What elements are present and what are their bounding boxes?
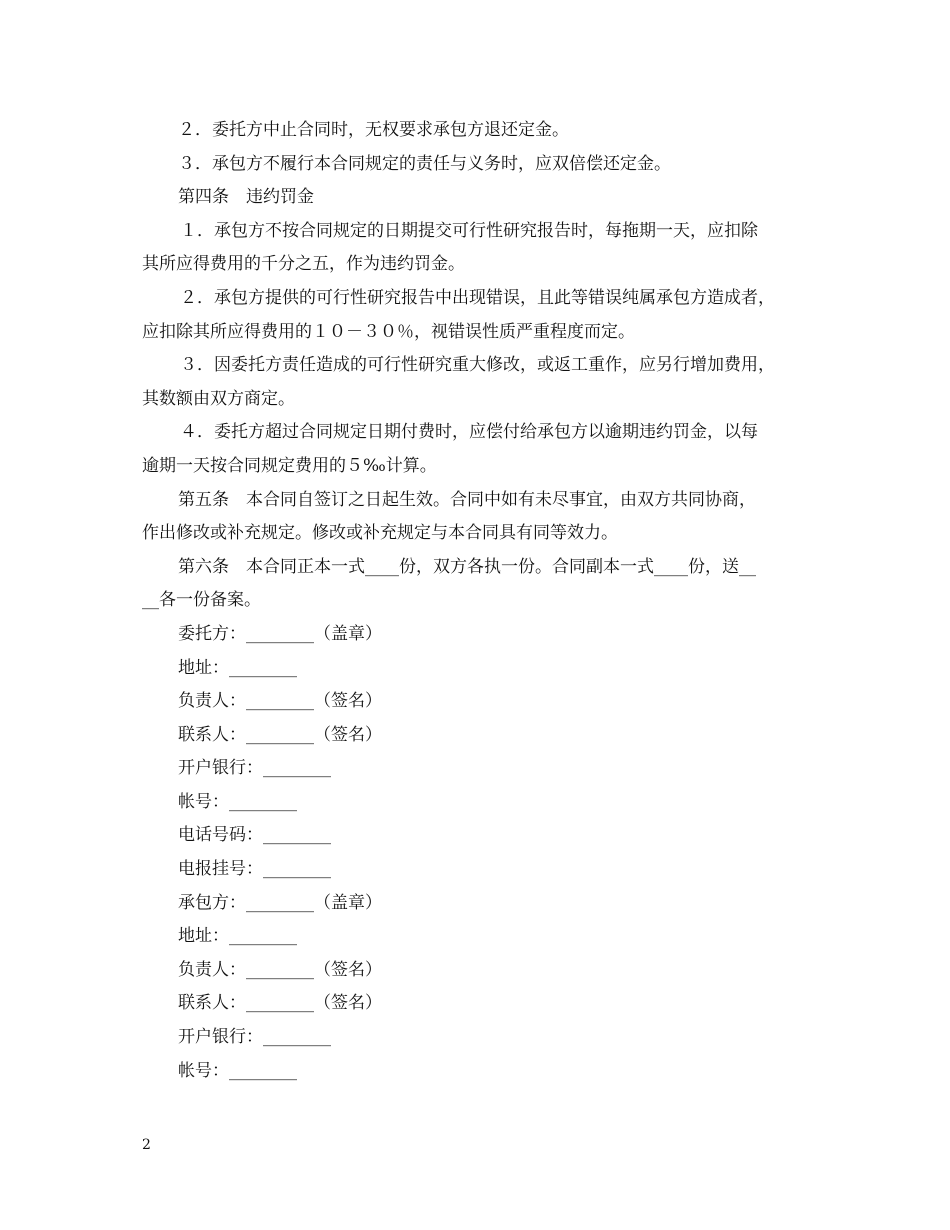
contractor-bank-field: 开户银行：________ bbox=[178, 1027, 331, 1048]
client-contact-field: 联系人：________（签名） bbox=[178, 724, 382, 745]
client-responsible-field: 负责人：________（签名） bbox=[178, 691, 382, 712]
client-bank-field: 开户银行：________ bbox=[178, 758, 331, 779]
clause-4-item-2-line-2: 应扣除其所应得费用的１０－３０％，视错误性质严重程度而定。 bbox=[142, 321, 635, 342]
clause-3-item-2: ２．委托方中止合同时，无权要求承包方退还定金。 bbox=[178, 120, 569, 140]
client-address-field: 地址：________ bbox=[178, 657, 297, 678]
clause-4-item-3-line-2: 其数额由双方商定。 bbox=[142, 388, 295, 409]
clause-4-item-2-line-1: ２．承包方提供的可行性研究报告中出现错误，且此等错误纯属承包方造成者， bbox=[180, 287, 775, 308]
contractor-address-field: 地址：________ bbox=[178, 926, 297, 947]
contractor-contact-field: 联系人：________（签名） bbox=[178, 993, 382, 1014]
page-number: 2 bbox=[142, 1137, 151, 1153]
clause-4-item-1-line-2: 其所应得费用的千分之五，作为违约罚金。 bbox=[142, 254, 465, 275]
clause-4-item-3-line-1: ３．因委托方责任造成的可行性研究重大修改，或返工重作，应另行增加费用， bbox=[180, 355, 775, 376]
client-account-field: 帐号：________ bbox=[178, 791, 297, 812]
clause-5-line-1: 第五条 本合同自签订之日起生效。合同中如有未尽事宜，由双方共同协商， bbox=[178, 489, 756, 510]
clause-6-line-1: 第六条 本合同正本一式____份，双方各执一份。合同副本一式____份，送__ bbox=[178, 556, 756, 577]
clause-4-item-4-line-1: ４．委托方超过合同规定日期付费时，应偿付给承包方以逾期违约罚金，以每 bbox=[180, 422, 758, 443]
contract-body bbox=[142, 114, 812, 1088]
contractor-account-field: 帐号：________ bbox=[178, 1060, 297, 1081]
client-telegraph-field: 电报挂号：________ bbox=[178, 859, 331, 880]
clause-4-item-1-line-1: １．承包方不按合同规定的日期提交可行性研究报告时，每拖期一天，应扣除 bbox=[180, 220, 758, 241]
clause-3-item-3: ３．承包方不履行本合同规定的责任与义务时，应双倍偿还定金。 bbox=[178, 153, 671, 174]
client-phone-field: 电话号码：________ bbox=[178, 825, 331, 846]
clause-4-heading: 第四条 违约罚金 bbox=[178, 187, 314, 208]
contractor-responsible-field: 负责人：________（签名） bbox=[178, 959, 382, 980]
client-party-field: 委托方：________（盖章） bbox=[178, 623, 382, 644]
clause-6-line-2: __各一份备案。 bbox=[142, 590, 261, 611]
clause-4-item-4-line-2: 逾期一天按合同规定费用的５‰计算。 bbox=[142, 455, 437, 476]
contractor-party-field: 承包方：________（盖章） bbox=[178, 892, 382, 913]
clause-5-line-2: 作出修改或补充规定。修改或补充规定与本合同具有同等效力。 bbox=[142, 523, 618, 544]
